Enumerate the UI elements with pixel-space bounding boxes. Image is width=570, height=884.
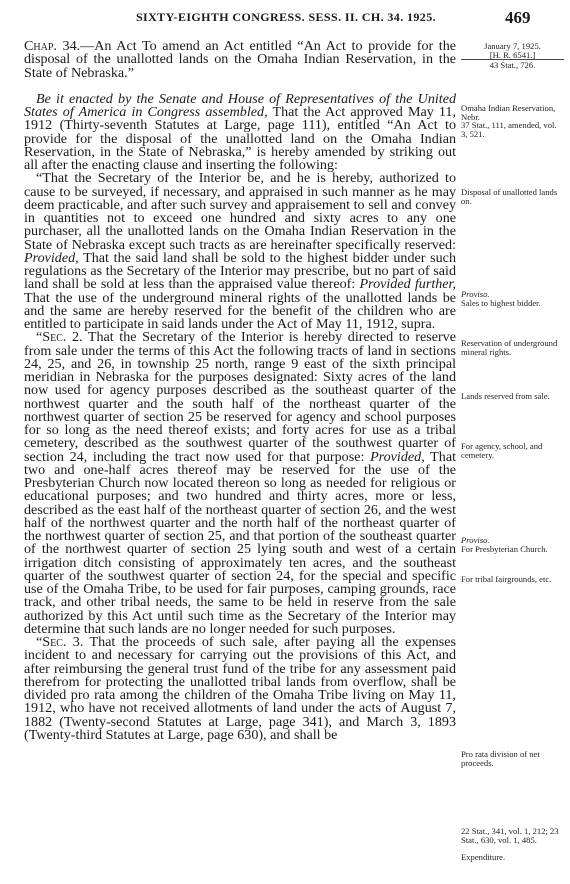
main-text xyxy=(24,40,456,742)
section-1-proviso-further: Provided further, xyxy=(359,276,456,293)
caption-text: —An Act To amend an Act entitled “An Act to provide for the disposal of the unallotted lands on the Omaha Indian Reservation, in the State of Nebraska.” xyxy=(24,38,456,81)
margin-note-mineral: Reservation of underground mineral rights. xyxy=(461,338,558,357)
section-3 xyxy=(24,636,456,742)
statute-reference: 43 Stat., 726. xyxy=(461,59,564,70)
section-1 xyxy=(24,172,456,331)
bill-number: [H. R. 6541.] xyxy=(489,49,536,60)
margin-note-presbyterian: For Presbyterian Church. xyxy=(461,544,548,554)
margin-note-stat-refs: 22 Stat., 341, vol. 1, 212; 23 Stat., 630, vol. 1, 485. xyxy=(461,826,559,845)
margin-note-sales: Sales to highest bidder. xyxy=(461,298,541,308)
page-number: 469 xyxy=(505,8,531,27)
section-1-text-c: That the use of the underground mineral rights of the unallotted lands be and the same are hereby reserved for the benefit of the children who are entitled to participate in said lands under the Act of May 11, 1912, supra. xyxy=(24,289,456,332)
section-1-proviso: Provided, xyxy=(24,249,79,266)
act-caption xyxy=(24,40,456,80)
section-1-text-b: That the said land shall be sold to the highest bidder under such regulations as the Secretary of the Interior may prescribe, but no part of said land shall be sold at less than the appraised value thereof: xyxy=(24,249,456,293)
enacting-text: That the Act approved May 11, 1912 (Thirty-seventh Statutes at Large, page 111), entitled “An Act to provide for the disposal of the unallotted land on the Omaha Indian Reservation, in the State of Nebraska,” is hereby amended by striking out all after the enacting clause and inserting the following: xyxy=(24,104,456,173)
section-2-proviso: Provided, xyxy=(370,448,425,465)
margin-note-reserved: Lands reserved from sale. xyxy=(461,391,550,401)
chapter-label: Chap. 34. xyxy=(24,38,81,54)
margin-note-agency: For agency, school, and cemetery. xyxy=(461,441,543,460)
section-2 xyxy=(24,331,456,636)
section-2-text-b: That two and one-half acres thereof may be reserved for the use of the Presbyterian Church now located thereon so long as needed for religious or educational purposes; and two hundred and thirty acres, more or less, described as the east half of the northeast quarter of section 26, and the west half of the northwest quarter and the north half of the northeast quarter of the northwest quarter of section 25, and that portion of the southeast quarter of the northwest quarter of section 25 lying south and west of a certain irrigation ditch consisting of approximately ten acres, and the southeast quarter of the southwest quarter of section 24, for the special and specific use of the Omaha Tribe, to be used for fair purposes, camping grounds, race track, and other tribal needs, the same to be held in reserve from the sale authorized by this Act until such time as the Secretary of the Interior may determine that such lands are no longer needed for such purposes. xyxy=(24,448,456,637)
margin-note-omaha-ref: 37 Stat., 111, amended, vol. 3, 521. xyxy=(461,120,557,139)
section-3-text: That the proceeds of such sale, after paying all the expenses incident to and necessary for carrying out the provisions of this Act, and after reimbursing the general trust fund of the tribe for any assessment paid therefrom for protecting the unallotted tribal lands from overflow, shall be divided pro rata among the children of the Omaha Tribe living on May 11, 1912, who have not received allotments of land under the acts of August 7, 1882 (Twenty-second Statutes at Large, page 341), and March 3, 1893 (Twenty-third Statutes at Large, page 630), and shall be xyxy=(24,634,456,743)
enacting-clause xyxy=(24,90,456,173)
margin-note-proviso-a: Proviso. xyxy=(461,289,490,299)
margin-note-omaha: Omaha Indian Reservation, Nebr. 37 Stat., 111, amended, vol. 3, 521. xyxy=(461,104,564,138)
margin-note-disposal: Disposal of unallotted lands on. xyxy=(461,187,558,206)
running-head: SIXTY-EIGHTH CONGRESS. SESS. II. CH. 34. 1925. xyxy=(135,10,437,24)
margin-note-proviso-b: Proviso. xyxy=(461,535,490,545)
margin-note-date xyxy=(461,42,564,70)
section-2-text-a: That the Secretary of the Interior is hereby directed to reserve from sale under the terms of this Act the following tracts of land in sections 24, 25, and 26, in township 25 north, range 9 east of the sixth principal meridian in Nebraska for the purposes designated: Sixty acres of the land now used for agency purposes described as the southeast quarter of the northwest quarter and the south half of the northeast quarter of the northwest quarter of section 25 be reserved for agency and school purposes for so long as the need thereof exists; and forty acres for use as a tribal cemetery, described as the southwest quarter of the southwest quarter of section 24, including the tract now used for that purpose: xyxy=(24,329,456,465)
margin-note-expenditure: Expenditure. xyxy=(461,852,506,862)
approval-date: January 7, 1925. xyxy=(484,41,541,51)
section-3-label: “Sec. 3. xyxy=(36,634,84,650)
margin-note-pro-rata: Pro rata division of net proceeds. xyxy=(461,749,540,768)
section-1-text-a: “That the Secretary of the Interior be, and he is hereby, authorized to cause to be surveyed, if necessary, and appraised in such manner as he may deem practicable, and after such survey and appraisement to sell and convey in quantities not to exceed one hundred and sixty acres to any one purchaser, all the unallotted lands on the Omaha Indian Reservation in the State of Nebraska except such tracts as are hereinafter specifically reserved: xyxy=(24,170,456,253)
enacting-formula: Be it enacted by the Senate and House of Representatives of the United States of America in Congress assembled, xyxy=(24,90,456,120)
section-2-label: “Sec. 2. xyxy=(36,329,83,346)
margin-note-fair: For tribal fairgrounds, etc. xyxy=(461,574,552,584)
